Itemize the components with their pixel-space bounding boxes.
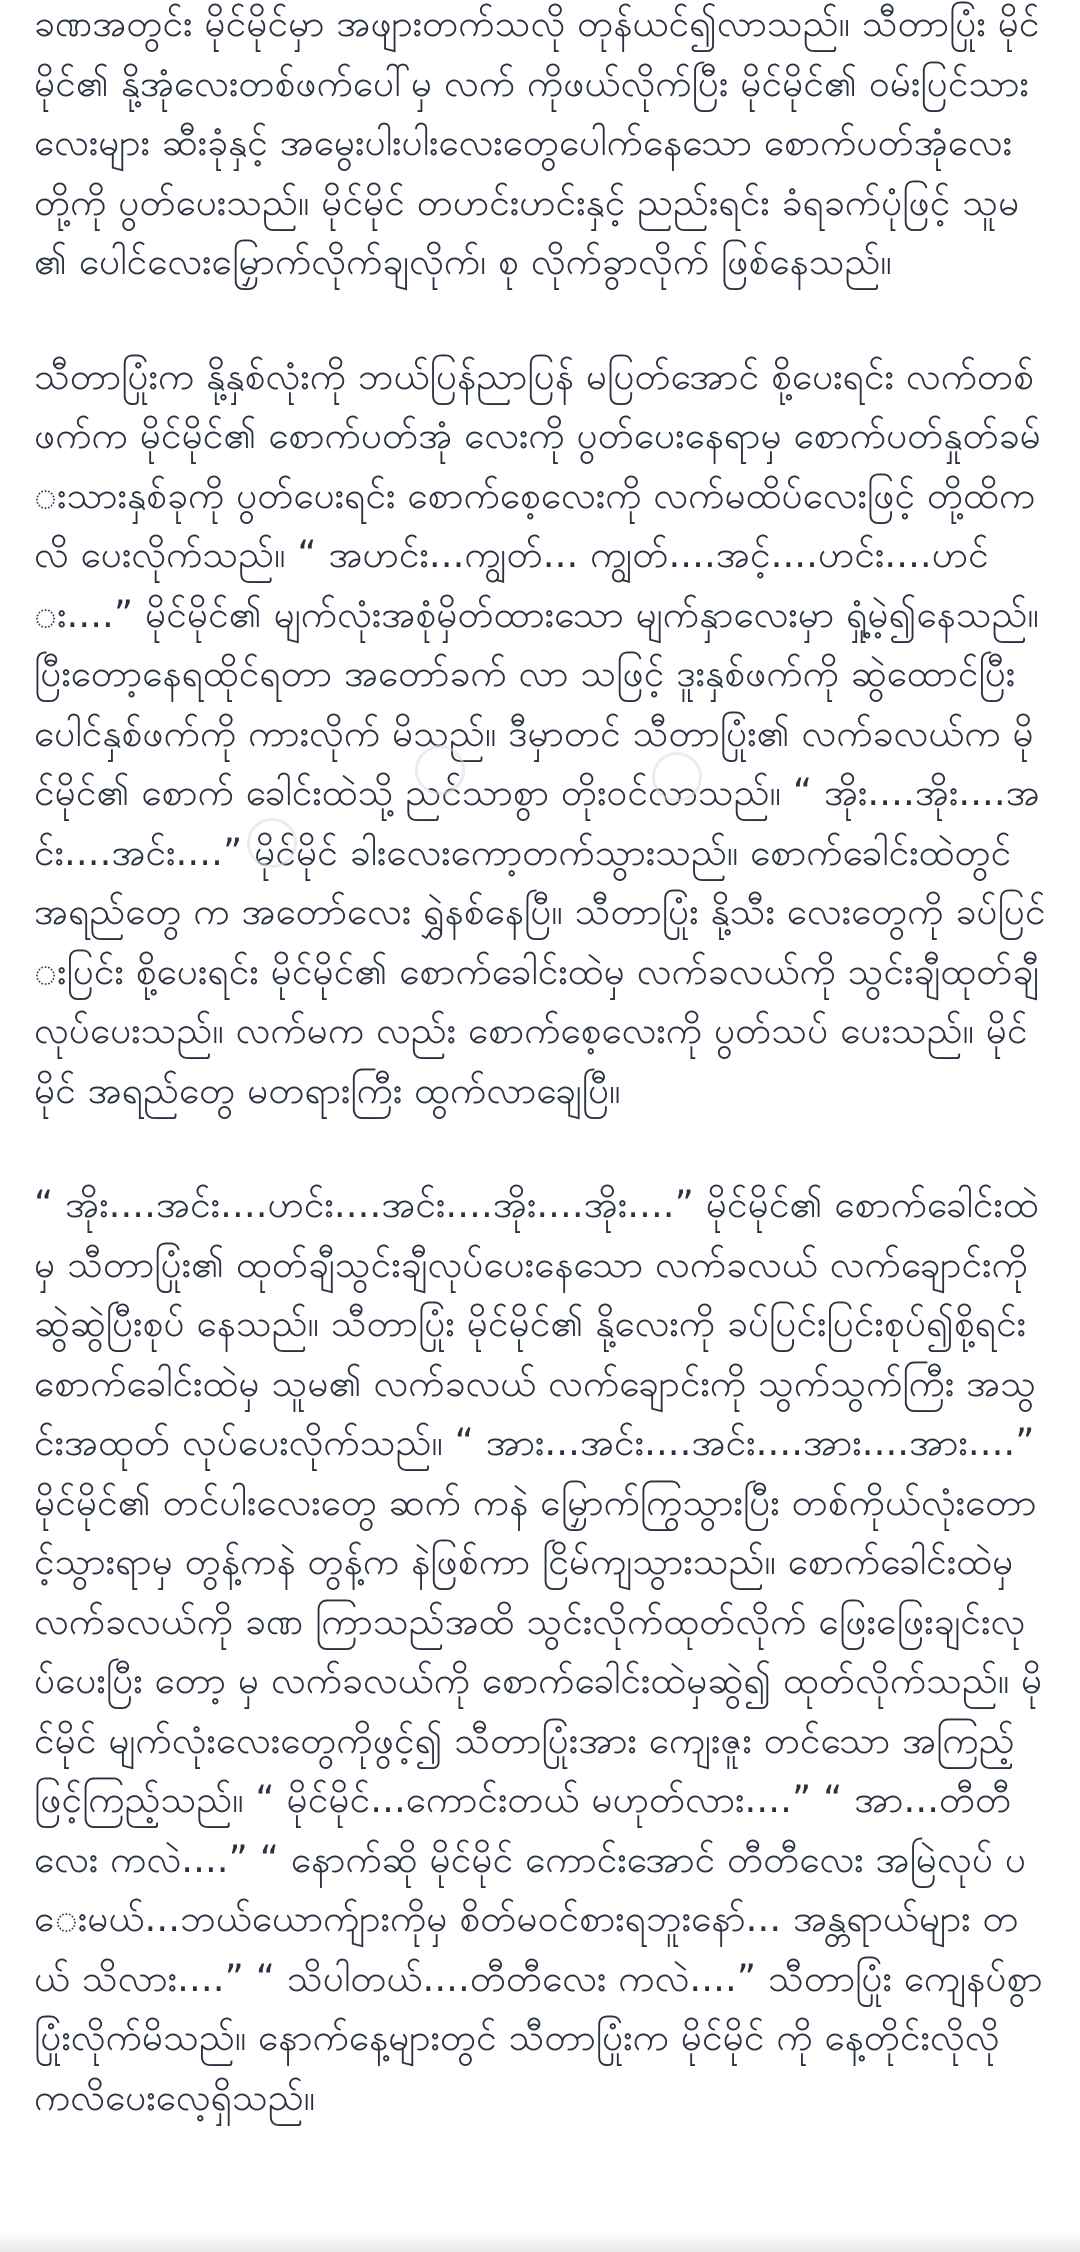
article-body [34,0,1046,2252]
article-paragraph-3: “ အိုး....အင်း....ဟင်း....အင်း....အိုး....အိုး....” မိုင်မိုင်၏ စောက်ခေါင်းထဲမှ သီတာပြုံး၏ ထုတ်ချီသွင်းချီလုပ်ပေးနေသော လက်ခလယ် လက်ချောင်းကို ဆွဲဆွဲပြီးစုပ် နေသည်။ သီတာပြုံး မိုင်မိုင်၏ နို့လေးကို ခပ်ပြင်းပြင်းစုပ်၍စို့ရင်း စောက်ခေါင်းထဲမှ သူမ၏ လက်ခလယ် လက်ချောင်းကို သွက်သွက်ကြီး အသွင်းအထုတ် လုပ်ပေးလိုက်သည်။ “ အား...အင်း....အင်း....အား....အား....” မိုင်မိုင်၏ တင်ပါးလေးတွေ ဆက် ကနဲ မြှောက်ကြွသွားပြီး တစ်ကိုယ်လုံးတောင့်သွားရာမှ တွန့်ကနဲ တွန့်က နဲဖြစ်ကာ ငြိမ်ကျသွားသည်။ စောက်ခေါင်းထဲမှ လက်ခလယ်ကို ခဏ ကြာသည်အထိ သွင်းလိုက်ထုတ်လိုက် ဖြေးဖြေးချင်းလုပ်ပေးပြီး တော့ မှ လက်ခလယ်ကို စောက်ခေါင်းထဲမှဆွဲ၍ ထုတ်လိုက်သည်။ မိုင်မိုင် မျက်လုံးလေးတွေကိုဖွင့်၍ သီတာပြုံးအား ကျေးဇူး တင်သော အကြည့် ဖြင့်ကြည့်သည်။ “ မိုင်မိုင်...ကောင်းတယ် မဟုတ်လား....” “ အာ...တီတီ လေး ကလဲ....” “ နောက်ဆို မိုင်မိုင် ကောင်းအောင် တီတီလေး အမြဲလုပ် ပေးမယ်...ဘယ်ယောက်ျားကိုမှ စိတ်မဝင်စားရဘူးနော်... အန္တရာယ်များ တယ် သိလား....” “ သိပါတယ်....တီတီလေး ကလဲ....” သီတာပြုံး ကျေနပ်စွာ ပြုံးလိုက်မိသည်။ နောက်နေ့များတွင် သီတာပြုံးက မိုင်မိုင် ကို နေ့တိုင်းလိုလို ကလိပေးလေ့ရှိသည်။ [34,1183,1043,2119]
article-paragraph-1: ခဏအတွင်း မိုင်မိုင်မှာ အဖျားတက်သလို တုန်ယင်၍လာသည်။ သီတာပြုံး မိုင်မိုင်၏ နို့အုံလေးတစ်ဖက်ပေါ်မှ လက် ကိုဖယ်လိုက်ပြီး မိုင်မိုင်၏ ဝမ်းပြင်သားလေးများ ဆီးခုံနှင့် အမွေးပါးပါးလေးတွေပေါက်နေသော စောက်ပတ်အုံလေးတို့ကို ပွတ်ပေးသည်။ မိုင်မိုင် တဟင်းဟင်းနှင့် ညည်းရင်း ခံရခက်ပုံဖြင့် သူမ၏ ပေါင်လေးမြှောက်လိုက်ချလိုက်၊ စု လိုက်ခွာလိုက် ဖြစ်နေသည်။ [34,2,1040,283]
article-paragraph-2: သီတာပြုံးက နို့နှစ်လုံးကို ဘယ်ပြန်ညာပြန် မပြတ်အောင် စို့ပေးရင်း လက်တစ်ဖက်က မိုင်မိုင်၏ စောက်ပတ်အုံ လေးကို ပွတ်ပေးနေရာမှ စောက်ပတ်နှုတ်ခမ်းသားနှစ်ခုကို ပွတ်ပေးရင်း စောက်စေ့လေးကို လက်မထိပ်လေးဖြင့် တို့ထိကလိ ပေးလိုက်သည်။ “ အဟင်း...ကျွတ်... ကျွတ်....အင့်....ဟင်း....ဟင်း....” မိုင်မိုင်၏ မျက်လုံးအစုံမှိတ်ထားသော မျက်နှာလေးမှာ ရှုံ့မဲ့၍နေသည်။ ပြီးတော့နေရထိုင်ရတာ အတော်ခက် လာ သဖြင့် ဒူးနှစ်ဖက်ကို ဆွဲထောင်ပြီး ပေါင်နှစ်ဖက်ကို ကားလိုက် မိသည်။ ဒီမှာတင် သီတာပြုံး၏ လက်ခလယ်က မိုင်မိုင်၏ စောက် ခေါင်းထဲသို့ ညင်သာစွာ တိုးဝင်လာသည်။ “ အိုး....အိုး....အင်း....အင်း....” မိုင်မိုင် ခါးလေးကော့တက်သွားသည်။ စောက်ခေါင်းထဲတွင် အရည်တွေ က အတော်လေး ရွှဲနစ်နေပြီ။ သီတာပြုံး နို့သီး လေးတွေကို ခပ်ပြင်းပြင်း စို့ပေးရင်း မိုင်မိုင်၏ စောက်ခေါင်းထဲမှ လက်ခလယ်ကို သွင်းချီထုတ်ချီ လုပ်ပေးသည်။ လက်မက လည်း စောက်စေ့လေးကို ပွတ်သပ် ပေးသည်။ မိုင်မိုင် အရည်တွေ မတရားကြီး ထွက်လာချေပြီ။ [34,354,1046,1112]
bottom-edge-shadow [0,2232,1080,2252]
